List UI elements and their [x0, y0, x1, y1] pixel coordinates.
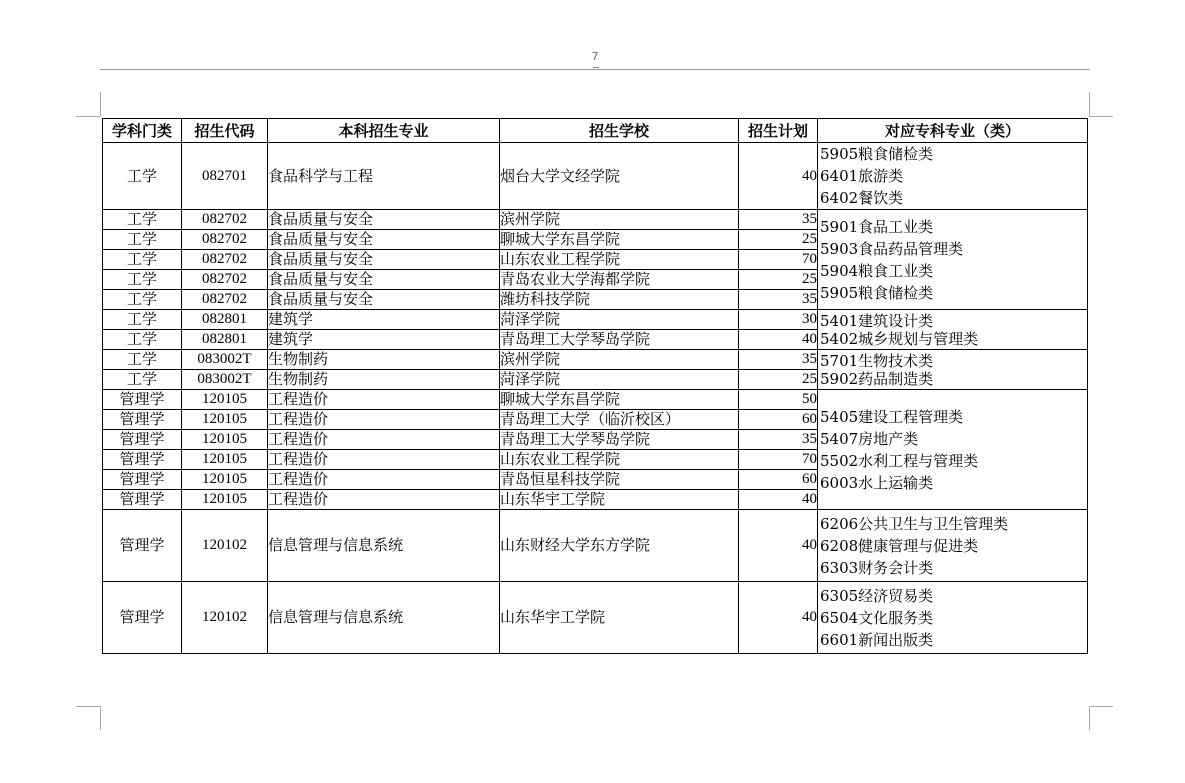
category-cell: 工学 [103, 370, 182, 390]
code-cell: 082702 [182, 270, 268, 290]
major-cell: 食品质量与安全 [268, 210, 500, 230]
major-cell: 食品质量与安全 [268, 250, 500, 270]
category-cell: 管理学 [103, 430, 182, 450]
plan-cell: 25 [739, 270, 818, 290]
category-cell: 管理学 [103, 490, 182, 510]
page-number: 7 [591, 50, 599, 63]
table-row [103, 510, 1088, 582]
page-number-underline [593, 67, 599, 68]
plan-cell: 25 [739, 370, 818, 390]
code-cell: 082702 [182, 290, 268, 310]
related-major-item: 6208健康管理与促进类 [820, 536, 979, 555]
school-cell: 潍坊科技学院 [500, 290, 739, 310]
crop-mark-bottom-right-v [1089, 706, 1090, 730]
category-cell: 工学 [103, 143, 182, 210]
major-cell: 食品科学与工程 [268, 143, 500, 210]
table-row [103, 582, 1088, 654]
header-code: 招生代码 [182, 119, 268, 143]
major-cell: 食品质量与安全 [268, 270, 500, 290]
related-majors-cell [818, 582, 1088, 654]
related-majors-cell [818, 390, 1088, 510]
category-cell: 工学 [103, 210, 182, 230]
related-major-item: 5402城乡规划与管理类 [820, 329, 979, 348]
school-cell: 山东财经大学东方学院 [500, 510, 739, 582]
category-cell: 工学 [103, 290, 182, 310]
related-major-item: 6504文化服务类 [820, 608, 934, 627]
header-school: 招生学校 [500, 119, 739, 143]
code-cell: 120105 [182, 450, 268, 470]
plan-cell: 35 [739, 210, 818, 230]
major-cell: 信息管理与信息系统 [268, 510, 500, 582]
related-major-item: 5901食品工业类 [820, 217, 934, 236]
related-majors-cell [818, 350, 1088, 390]
table-row [103, 210, 1088, 230]
table-row [103, 310, 1088, 330]
school-cell: 青岛农业大学海都学院 [500, 270, 739, 290]
header-rule [100, 69, 1090, 70]
school-cell: 山东农业工程学院 [500, 450, 739, 470]
school-cell: 滨州学院 [500, 350, 739, 370]
header-category: 学科门类 [103, 119, 182, 143]
school-cell: 菏泽学院 [500, 370, 739, 390]
related-majors-cell [818, 510, 1088, 582]
related-majors-cell [818, 143, 1088, 210]
related-major-item: 6206公共卫生与卫生管理类 [820, 514, 1009, 533]
header-related-majors: 对应专科专业（类） [818, 119, 1088, 143]
code-cell: 120105 [182, 470, 268, 490]
plan-cell: 60 [739, 410, 818, 430]
school-cell: 青岛理工大学（临沂校区） [500, 410, 739, 430]
crop-mark-top-left-h [76, 116, 100, 117]
category-cell: 管理学 [103, 410, 182, 430]
category-cell: 工学 [103, 270, 182, 290]
school-cell: 青岛恒星科技学院 [500, 470, 739, 490]
school-cell: 山东农业工程学院 [500, 250, 739, 270]
table-row [103, 143, 1088, 210]
category-cell: 工学 [103, 250, 182, 270]
category-cell: 管理学 [103, 510, 182, 582]
related-major-item: 5902药品制造类 [820, 369, 934, 388]
major-cell: 工程造价 [268, 390, 500, 410]
related-major-item: 5701生物技术类 [820, 351, 934, 370]
plan-cell: 60 [739, 470, 818, 490]
plan-cell: 25 [739, 230, 818, 250]
school-cell: 菏泽学院 [500, 310, 739, 330]
major-cell: 建筑学 [268, 310, 500, 330]
plan-cell: 40 [739, 510, 818, 582]
code-cell: 120105 [182, 410, 268, 430]
related-major-item: 6601新闻出版类 [820, 630, 934, 649]
plan-cell: 40 [739, 490, 818, 510]
major-cell: 工程造价 [268, 490, 500, 510]
school-cell: 山东华宇工学院 [500, 582, 739, 654]
code-cell: 082801 [182, 310, 268, 330]
major-cell: 信息管理与信息系统 [268, 582, 500, 654]
enrollment-table [102, 118, 1088, 654]
plan-cell: 40 [739, 582, 818, 654]
crop-mark-bottom-left-h [76, 706, 100, 707]
related-major-item: 5903食品药品管理类 [820, 239, 964, 258]
category-cell: 工学 [103, 310, 182, 330]
code-cell: 120105 [182, 390, 268, 410]
major-cell: 工程造价 [268, 430, 500, 450]
school-cell: 山东华宇工学院 [500, 490, 739, 510]
related-major-item: 5401建筑设计类 [820, 311, 934, 330]
plan-cell: 40 [739, 143, 818, 210]
code-cell: 082801 [182, 330, 268, 350]
code-cell: 082701 [182, 143, 268, 210]
related-major-item: 5905粮食储检类 [820, 145, 934, 163]
plan-cell: 50 [739, 390, 818, 410]
related-major-item: 6402餐饮类 [820, 189, 904, 207]
category-cell: 工学 [103, 230, 182, 250]
header-major: 本科招生专业 [268, 119, 500, 143]
related-major-item: 6401旅游类 [820, 167, 904, 185]
code-cell: 120105 [182, 490, 268, 510]
major-cell: 工程造价 [268, 410, 500, 430]
table-row [103, 390, 1088, 410]
school-cell: 聊城大学东昌学院 [500, 230, 739, 250]
related-major-item: 6305经济贸易类 [820, 586, 934, 605]
category-cell: 工学 [103, 330, 182, 350]
crop-mark-top-right-h [1089, 116, 1113, 117]
major-cell: 食品质量与安全 [268, 290, 500, 310]
related-major-item: 6303财务会计类 [820, 558, 934, 577]
related-major-item: 5405建设工程管理类 [820, 407, 964, 426]
crop-mark-bottom-left-v [100, 706, 101, 730]
code-cell: 083002T [182, 370, 268, 390]
plan-cell: 40 [739, 330, 818, 350]
code-cell: 082702 [182, 210, 268, 230]
code-cell: 120102 [182, 582, 268, 654]
major-cell: 生物制药 [268, 370, 500, 390]
related-major-item: 5502水利工程与管理类 [820, 451, 979, 470]
major-cell: 生物制药 [268, 350, 500, 370]
major-cell: 工程造价 [268, 450, 500, 470]
crop-mark-top-right-v [1089, 92, 1090, 116]
plan-cell: 30 [739, 310, 818, 330]
plan-cell: 35 [739, 290, 818, 310]
related-major-item: 5905粮食储检类 [820, 283, 934, 302]
major-cell: 建筑学 [268, 330, 500, 350]
category-cell: 管理学 [103, 450, 182, 470]
category-cell: 管理学 [103, 390, 182, 410]
school-cell: 烟台大学文经学院 [500, 143, 739, 210]
crop-mark-bottom-right-h [1089, 706, 1113, 707]
code-cell: 083002T [182, 350, 268, 370]
category-cell: 工学 [103, 350, 182, 370]
school-cell: 青岛理工大学琴岛学院 [500, 330, 739, 350]
table-row [103, 350, 1088, 370]
related-major-item: 6003水上运输类 [820, 473, 934, 492]
major-cell: 食品质量与安全 [268, 230, 500, 250]
code-cell: 120102 [182, 510, 268, 582]
code-cell: 082702 [182, 230, 268, 250]
school-cell: 聊城大学东昌学院 [500, 390, 739, 410]
plan-cell: 35 [739, 350, 818, 370]
related-major-item: 5904粮食工业类 [820, 261, 934, 280]
header-plan: 招生计划 [739, 119, 818, 143]
related-majors-cell [818, 310, 1088, 350]
plan-cell: 70 [739, 450, 818, 470]
category-cell: 管理学 [103, 470, 182, 490]
code-cell: 082702 [182, 250, 268, 270]
school-cell: 青岛理工大学琴岛学院 [500, 430, 739, 450]
related-major-item: 5407房地产类 [820, 429, 919, 448]
school-cell: 滨州学院 [500, 210, 739, 230]
major-cell: 工程造价 [268, 470, 500, 490]
plan-cell: 35 [739, 430, 818, 450]
plan-cell: 70 [739, 250, 818, 270]
code-cell: 120105 [182, 430, 268, 450]
crop-mark-top-left-v [100, 92, 101, 116]
related-majors-cell [818, 210, 1088, 310]
category-cell: 管理学 [103, 582, 182, 654]
